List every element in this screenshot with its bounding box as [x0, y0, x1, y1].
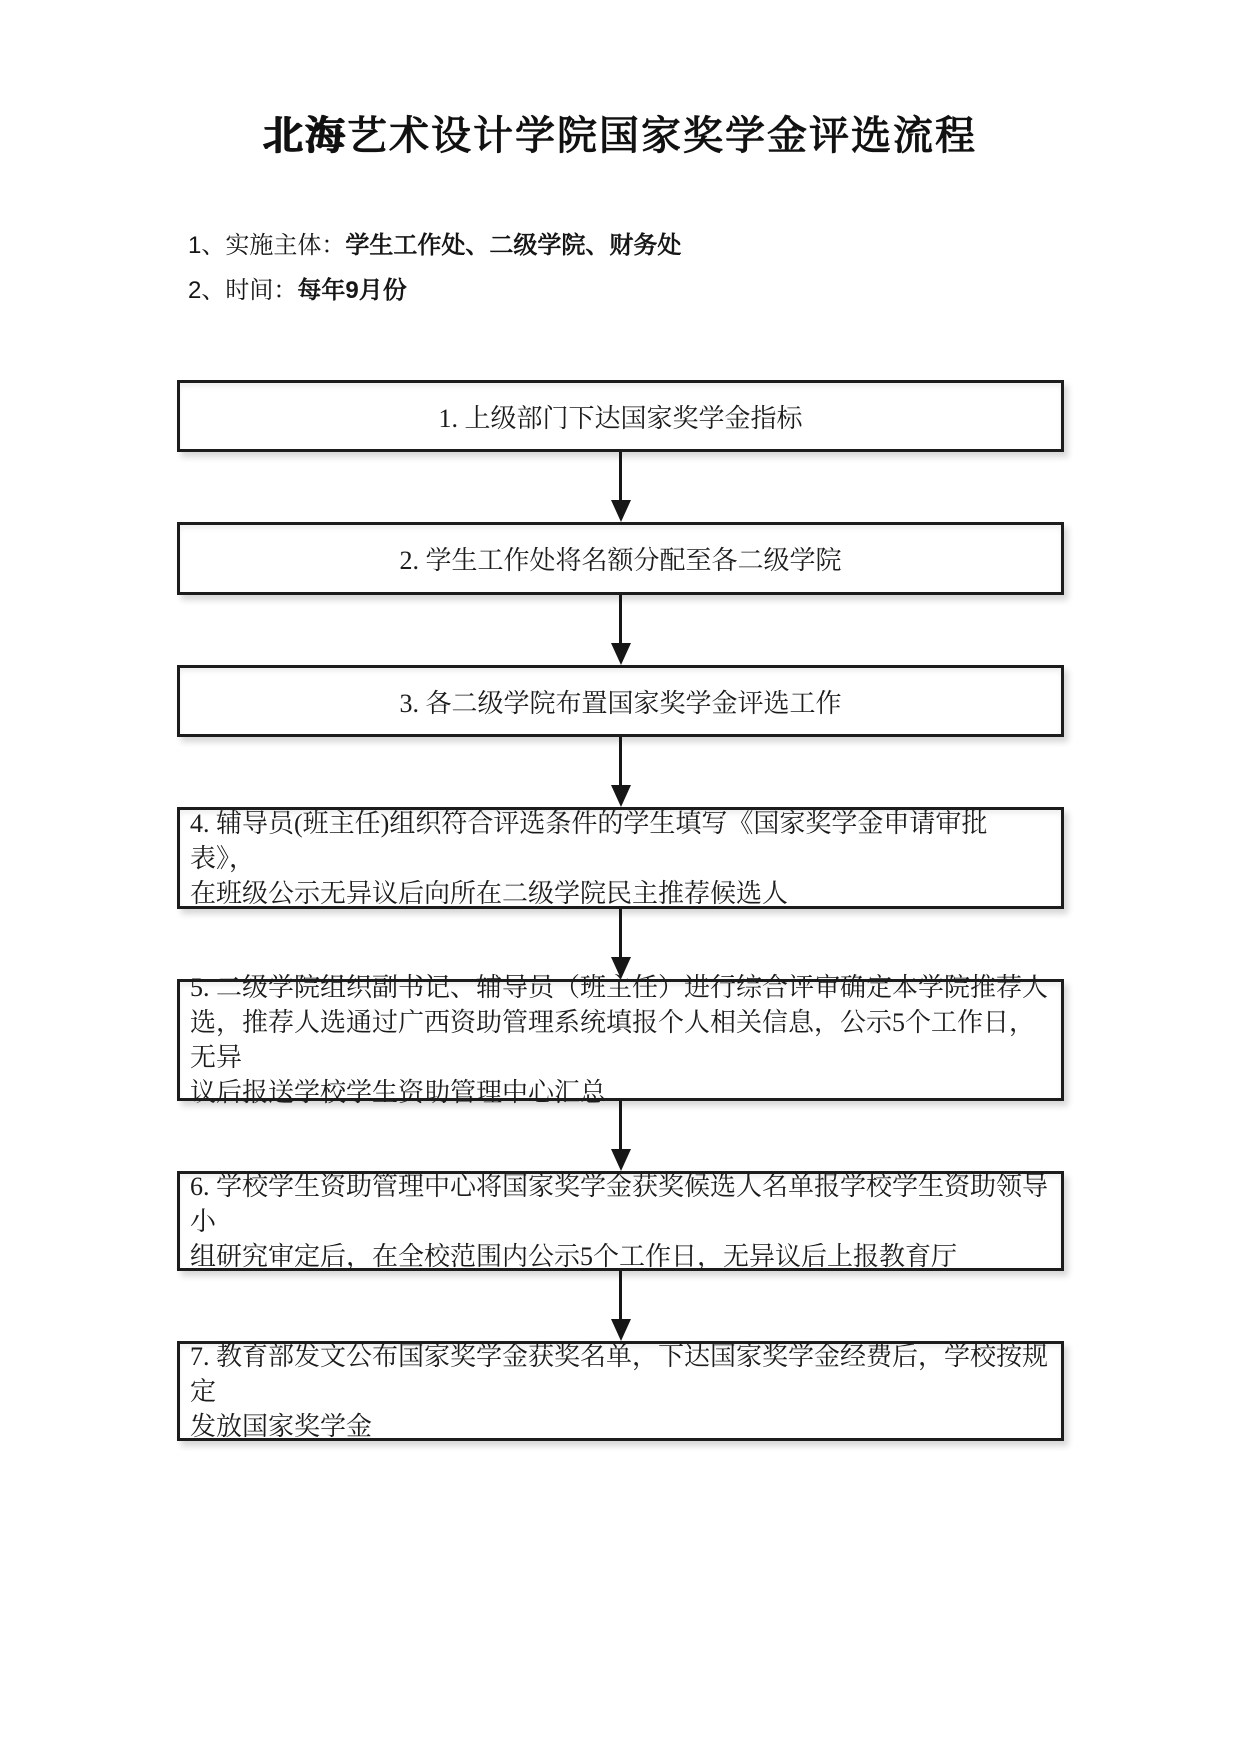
page-title-rest: 艺术设计学院国家奖学金评选流程	[347, 114, 977, 158]
arrow-line	[619, 737, 622, 785]
flow-step-text-line: 4. 辅导员(班主任)组织符合评选条件的学生填写《国家奖学金申请审批表》，	[190, 808, 988, 873]
flow-arrow-down	[177, 737, 1064, 807]
arrow-line	[619, 595, 622, 643]
flow-step-text-line: 发放国家奖学金	[190, 1411, 373, 1441]
flow-step-text: 2. 学生工作处将名额分配至各二级学院	[399, 546, 842, 575]
flow-step-text-line: 议后报送学校学生资助管理中心汇总	[190, 1078, 607, 1107]
note-value: 学生工作处、二级学院、财务处	[345, 232, 682, 259]
notes-section	[188, 232, 1240, 305]
arrow-head-icon	[611, 643, 631, 665]
flow-step-text-line: 组研究审定后，在全校范围内公示5个工作日，无异议后上报教育厅	[190, 1241, 958, 1271]
flow-step-7	[177, 1341, 1064, 1441]
flow-arrow-down	[177, 1101, 1064, 1171]
flow-step-text-line: 选，推荐人选通过广西资助管理系统填报个人相关信息，公示5个工作日，无异	[190, 1008, 1036, 1072]
flow-arrow-down	[177, 595, 1064, 665]
flow-step-text-line: 5. 二级学院组织副书记、辅导员（班主任）进行综合评审确定本学院推荐人	[190, 973, 1049, 1002]
flow-arrow-down	[177, 909, 1064, 979]
note-label: 1、实施主体：	[188, 232, 346, 259]
flow-arrow-down	[177, 452, 1064, 522]
note-label: 2、时间：	[188, 277, 298, 304]
arrow-head-icon	[611, 785, 631, 807]
flow-step-1	[177, 380, 1064, 452]
arrow-line	[619, 1101, 622, 1149]
flow-step-text-line: 在班级公示无异议后向所在二级学院民主推荐候选人	[190, 878, 789, 908]
flow-arrow-down	[177, 1271, 1064, 1341]
note-time	[188, 277, 1240, 305]
arrow-line	[619, 1271, 622, 1319]
flow-step-text: 3. 各二级学院布置国家奖学金评选工作	[399, 688, 842, 718]
note-value: 每年9月份	[297, 277, 407, 304]
arrow-line	[619, 452, 622, 500]
arrow-head-icon	[611, 500, 631, 522]
flowchart	[177, 380, 1064, 1441]
page-title	[0, 112, 1240, 160]
flow-step-6	[177, 1171, 1064, 1271]
flow-step-text: 1. 上级部门下达国家奖学金指标	[438, 403, 803, 433]
flow-step-2	[177, 522, 1064, 595]
page-title-emphasis: 北海	[263, 114, 347, 158]
flow-step-3	[177, 665, 1064, 737]
arrow-line	[619, 909, 622, 957]
flow-step-5	[177, 973, 1064, 1107]
flow-step-text-line: 6. 学校学生资助管理中心将国家奖学金获奖候选人名单报学校学生资助领导小	[190, 1171, 1049, 1236]
note-implementing-body	[188, 232, 1240, 260]
flow-step-text-line: 7. 教育部发文公布国家奖学金获奖名单，下达国家奖学金经费后，学校按规定	[190, 1341, 1049, 1406]
flow-step-4	[177, 807, 1064, 909]
